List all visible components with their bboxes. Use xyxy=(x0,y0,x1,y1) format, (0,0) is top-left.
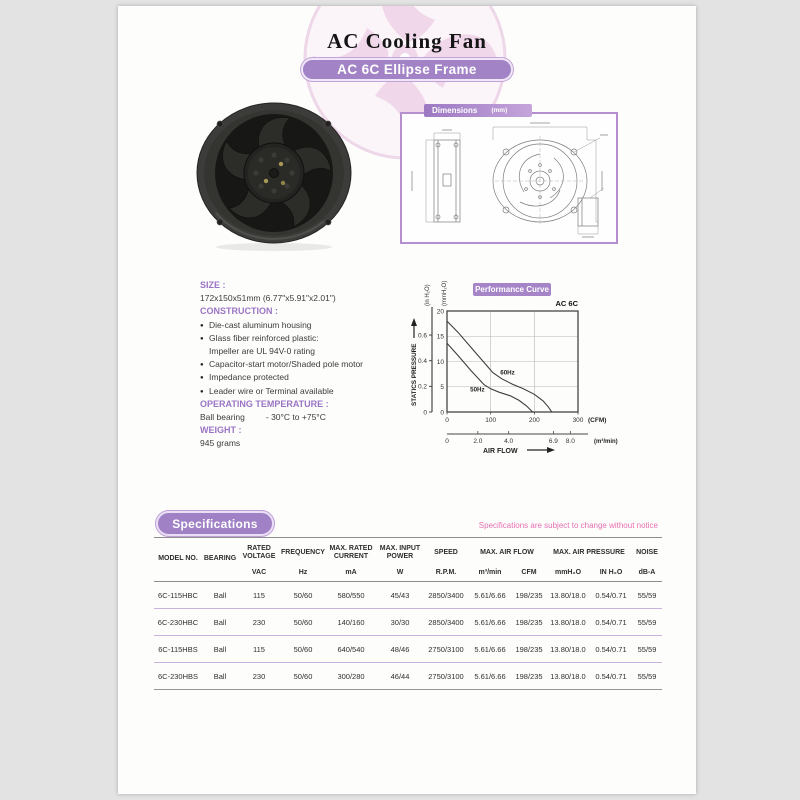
fan-photo xyxy=(195,101,353,253)
dimensions-badge xyxy=(424,104,532,117)
cell-airflow-cfm: 198/235 xyxy=(515,644,543,654)
construction-item xyxy=(200,371,415,384)
cell-frequency: 50/60 xyxy=(293,617,313,627)
cell-frequency: 50/60 xyxy=(293,590,313,600)
unit-current: mA xyxy=(345,568,357,576)
cell-power: 30/30 xyxy=(390,617,410,627)
weight-heading: WEIGHT : xyxy=(200,425,242,436)
col-header-airflow: MAX. AIR FLOW xyxy=(480,548,534,556)
y-tick-mm: 10 xyxy=(436,358,444,366)
x-tick-m3min: 8.0 xyxy=(565,438,575,445)
unit-noise: dB-A xyxy=(638,568,656,576)
bullet-icon: ● xyxy=(200,322,204,329)
col-header-power: MAX. INPUT POWER xyxy=(379,544,421,560)
cell-bearing: Ball xyxy=(213,671,227,681)
size-heading: SIZE : xyxy=(200,280,226,290)
cell-airflow-m3min: 5.61/6.66 xyxy=(474,590,506,600)
bullet-icon: ● xyxy=(200,335,204,342)
curve-60Hz xyxy=(447,321,552,412)
x-tick-m3min: 0 xyxy=(445,438,449,445)
x-tick-cfm: 200 xyxy=(528,417,540,424)
curve-50Hz xyxy=(447,343,533,412)
cell-speed: 2750/3100 xyxy=(428,644,464,654)
col-header-noise: NOISE xyxy=(636,548,658,556)
cell-pressure-inh2o: 0.54/0.71 xyxy=(595,644,627,654)
curve-label: 60Hz xyxy=(500,369,515,377)
temperature-line xyxy=(200,411,415,424)
m3min-unit-label: (m³/min) xyxy=(594,439,618,445)
model-series-badge: AC 6C Ellipse Frame xyxy=(301,58,513,81)
x-tick-m3min: 6.9 xyxy=(548,438,558,445)
cell-pressure-mmh2o: 13.80/18.0 xyxy=(550,644,586,654)
y-axis-title: STATICS PRESSURE xyxy=(411,343,418,406)
weight-value: 945 grams xyxy=(200,438,241,449)
cell-model: 6C-230HBS xyxy=(157,671,199,681)
y-unit-outer-label: (in H₂O) xyxy=(425,284,431,306)
construction-heading: CONSTRUCTION : xyxy=(200,306,278,317)
product-details xyxy=(200,279,415,450)
table-row xyxy=(154,636,662,663)
cell-airflow-m3min: 5.61/6.66 xyxy=(474,617,506,627)
specifications-note: Specifications are subject to change without notice xyxy=(478,521,658,530)
cfm-unit-label: (CFM) xyxy=(588,417,607,424)
col-header-voltage: RATED VOLTAGE xyxy=(242,544,276,560)
y-tick-in: 0.2 xyxy=(417,383,427,391)
unit-power: W xyxy=(396,568,404,576)
x-tick-cfm: 0 xyxy=(445,417,449,424)
y-tick-mm: 15 xyxy=(436,333,444,341)
cell-pressure-mmh2o: 13.80/18.0 xyxy=(550,617,586,627)
construction-item-text: Glass fiber reinforced plastic: xyxy=(209,332,319,343)
cell-bearing: Ball xyxy=(213,617,227,627)
cell-noise: 55/59 xyxy=(637,617,657,627)
dimensions-unit-label: (mm) xyxy=(491,107,508,114)
col-header-frequency: FREQUENCY xyxy=(281,548,325,556)
construction-item-text: Capacitor-start motor/Shaded pole motor xyxy=(209,359,364,370)
table-row xyxy=(154,663,662,690)
cell-current: 580/550 xyxy=(337,590,365,600)
unit-airflow-cfm: CFM xyxy=(521,568,537,576)
performance-curve-plot xyxy=(405,278,660,463)
construction-item xyxy=(200,345,415,358)
y-tick-in: 0 xyxy=(423,409,427,417)
unit-frequency: Hz xyxy=(298,568,308,576)
construction-item xyxy=(200,332,415,345)
cell-speed: 2750/3100 xyxy=(428,671,464,681)
bearing-type-label: Ball bearing xyxy=(200,411,245,422)
cell-voltage: 230 xyxy=(252,671,266,681)
unit-airflow-m3min: m³/min xyxy=(478,568,502,576)
cell-model: 6C-115HBC xyxy=(158,590,198,600)
x-tick-cfm: 300 xyxy=(572,417,584,424)
unit-voltage: VAC xyxy=(251,568,267,576)
operating-temperature-heading: OPERATING TEMPERATURE : xyxy=(200,398,329,409)
x-tick-m3min: 4.0 xyxy=(504,438,514,445)
bullet-icon: ● xyxy=(200,388,204,395)
cell-noise: 55/59 xyxy=(637,590,657,600)
y-tick-mm: 5 xyxy=(440,384,444,392)
dimensions-drawing xyxy=(402,114,616,242)
cell-speed: 2850/3400 xyxy=(428,617,464,627)
bullet-icon: ● xyxy=(200,375,204,382)
cell-pressure-inh2o: 0.54/0.71 xyxy=(595,671,627,681)
dimensions-box xyxy=(400,112,618,244)
cell-airflow-cfm: 198/235 xyxy=(515,590,543,600)
y-axis-arrowhead xyxy=(411,318,417,326)
col-header-speed: SPEED xyxy=(434,548,458,556)
cell-current: 640/540 xyxy=(337,644,365,654)
cell-bearing: Ball xyxy=(213,644,227,654)
dimensions-badge-label: Dimensions xyxy=(432,106,478,115)
y-tick-mm: 20 xyxy=(436,308,444,316)
unit-pressure-mmh2o: mmH₂O xyxy=(554,568,582,576)
unit-pressure-inh2o: IN H₂O xyxy=(599,568,623,576)
performance-chart xyxy=(405,278,660,463)
cell-frequency: 50/60 xyxy=(293,671,313,681)
cell-pressure-inh2o: 0.54/0.71 xyxy=(595,590,627,600)
performance-curve-badge: Performance Curve xyxy=(473,283,551,296)
cell-speed: 2850/3400 xyxy=(428,590,464,600)
construction-item-text: Impeller are UL 94V-0 rating xyxy=(209,345,315,356)
y-tick-in: 0.4 xyxy=(417,357,427,365)
col-header-model: MODEL NO. xyxy=(158,555,198,562)
construction-item-text: Leader wire or Terminal available xyxy=(209,385,334,396)
cell-noise: 55/59 xyxy=(637,671,657,681)
specifications-table xyxy=(154,537,662,690)
x-tick-m3min: 2.0 xyxy=(473,438,483,445)
cell-airflow-cfm: 198/235 xyxy=(515,617,543,627)
table-row xyxy=(154,609,662,636)
construction-item xyxy=(200,358,415,371)
cell-model: 6C-115HBS xyxy=(158,644,198,654)
cell-model: 6C-230HBC xyxy=(157,617,199,627)
cell-voltage: 115 xyxy=(253,644,265,654)
chart-corner-label: AC 6C xyxy=(555,299,578,308)
x-tick-cfm: 100 xyxy=(485,417,497,424)
cell-power: 45/43 xyxy=(390,590,410,600)
construction-item-text: Impedance protected xyxy=(209,372,289,383)
cell-bearing: Ball xyxy=(213,590,227,600)
temperature-range-value: - 30°C to +75°C xyxy=(265,411,326,422)
table-row xyxy=(154,582,662,609)
bullet-icon: ● xyxy=(200,362,204,369)
col-header-current: MAX. RATED CURRENT xyxy=(329,544,373,560)
cell-voltage: 230 xyxy=(252,617,266,627)
construction-item xyxy=(200,385,415,398)
cell-frequency: 50/60 xyxy=(293,644,313,654)
table-header xyxy=(154,537,662,582)
cell-airflow-m3min: 5.61/6.66 xyxy=(474,644,506,654)
cell-power: 46/44 xyxy=(390,671,410,681)
cell-airflow-cfm: 198/235 xyxy=(515,671,543,681)
cell-pressure-mmh2o: 13.80/18.0 xyxy=(550,671,586,681)
curve-label: 50Hz xyxy=(470,386,485,394)
cell-voltage: 115 xyxy=(253,590,265,600)
cell-noise: 55/59 xyxy=(637,644,657,654)
specifications-badge: Specifications xyxy=(156,511,274,536)
col-header-bearing: BEARING xyxy=(203,555,237,562)
cell-current: 300/280 xyxy=(337,671,365,681)
page-title: AC Cooling Fan xyxy=(327,29,487,53)
x-axis-arrowhead xyxy=(547,447,555,453)
unit-speed: R.P.M. xyxy=(435,568,457,576)
y-tick-in: 0.6 xyxy=(417,332,427,340)
cell-pressure-inh2o: 0.54/0.71 xyxy=(595,617,627,627)
y-unit-inner-label: (mmH₂O) xyxy=(442,280,448,306)
size-value: 172x150x51mm (6.77"x5.91"x2.01") xyxy=(200,293,336,304)
x-axis-title: AIR FLOW xyxy=(483,448,518,455)
datasheet-page xyxy=(118,6,696,794)
cell-pressure-mmh2o: 13.80/18.0 xyxy=(550,590,586,600)
cell-power: 48/46 xyxy=(390,644,410,654)
construction-item-text: Die-cast aluminum housing xyxy=(209,319,312,330)
cell-airflow-m3min: 5.61/6.66 xyxy=(474,671,506,681)
col-header-pressure: MAX. AIR PRESSURE xyxy=(553,548,625,556)
cell-current: 140/160 xyxy=(337,617,365,627)
construction-item xyxy=(200,319,415,332)
y-tick-mm: 0 xyxy=(440,409,444,417)
